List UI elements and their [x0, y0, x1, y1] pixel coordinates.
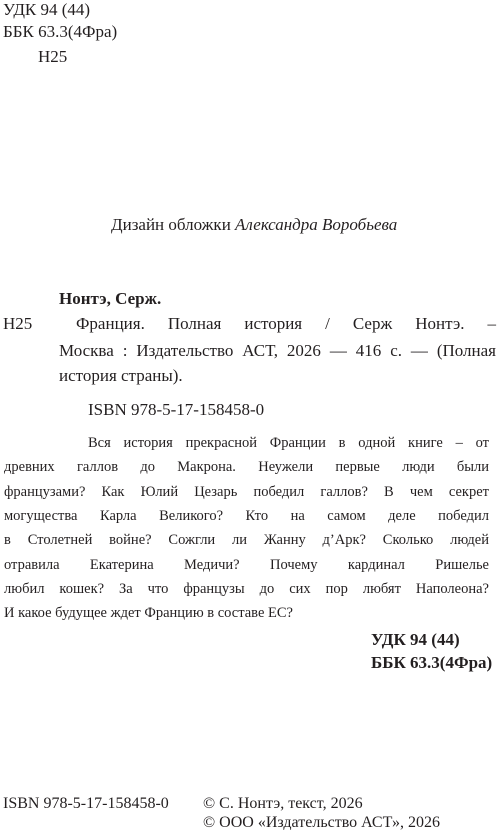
- catalog-description-line: Франция. Полная история / Серж Нонтэ. –: [76, 314, 496, 333]
- catalog-heading: Нонтэ, Серж.: [59, 289, 162, 308]
- catalog-isbn: ISBN 978-5-17-158458-0: [88, 400, 265, 419]
- footer-isbn: ISBN 978-5-17-158458-0: [3, 795, 169, 812]
- annotation-line: древних галлов до Макрона. Неужели первые люди были: [4, 459, 489, 475]
- annotation-line: могущества Карла Великого? Кто на самом деле победил: [4, 508, 489, 524]
- udk-code: УДК 94 (44): [3, 0, 91, 19]
- annotation-line: в Столетней войне? Сожгли ли Жанну д’Арк? Сколько людей: [4, 532, 489, 548]
- catalog-author-mark: Н25: [3, 314, 33, 333]
- annotation-line: И какое будущее ждет Францию в составе ЕС?: [4, 605, 293, 621]
- annotation-line: отравила Екатерина Медичи? Почему кардинал Ришелье: [4, 557, 489, 573]
- record-bbk-code: ББК 63.3(4Фра): [371, 653, 493, 672]
- annotation-line: французами? Как Юлий Цезарь победил галлов? В чем секрет: [4, 484, 489, 500]
- record-udk-code: УДК 94 (44): [371, 630, 460, 649]
- cover-designer-name: Александра Воробьева: [235, 215, 398, 234]
- annotation-line: Вся история прекрасной Франции в одной книге – от: [88, 435, 489, 451]
- annotation-line: любил кошек? За что французы до сих пор любят Наполеона?: [4, 581, 489, 597]
- copyright-author: © С. Нонтэ, текст, 2026: [203, 795, 363, 812]
- copyright-publisher: © ООО «Издательство АСТ», 2026: [203, 814, 440, 831]
- catalog-description-line: Москва : Издательство АСТ, 2026 — 416 с. — (Полная: [59, 341, 496, 360]
- bbk-code: ББК 63.3(4Фра): [3, 22, 118, 41]
- cover-design-credit: [111, 215, 397, 235]
- author-mark: Н25: [38, 47, 68, 66]
- cover-design-prefix: Дизайн обложки: [111, 215, 231, 234]
- catalog-description-line: история страны).: [59, 366, 183, 385]
